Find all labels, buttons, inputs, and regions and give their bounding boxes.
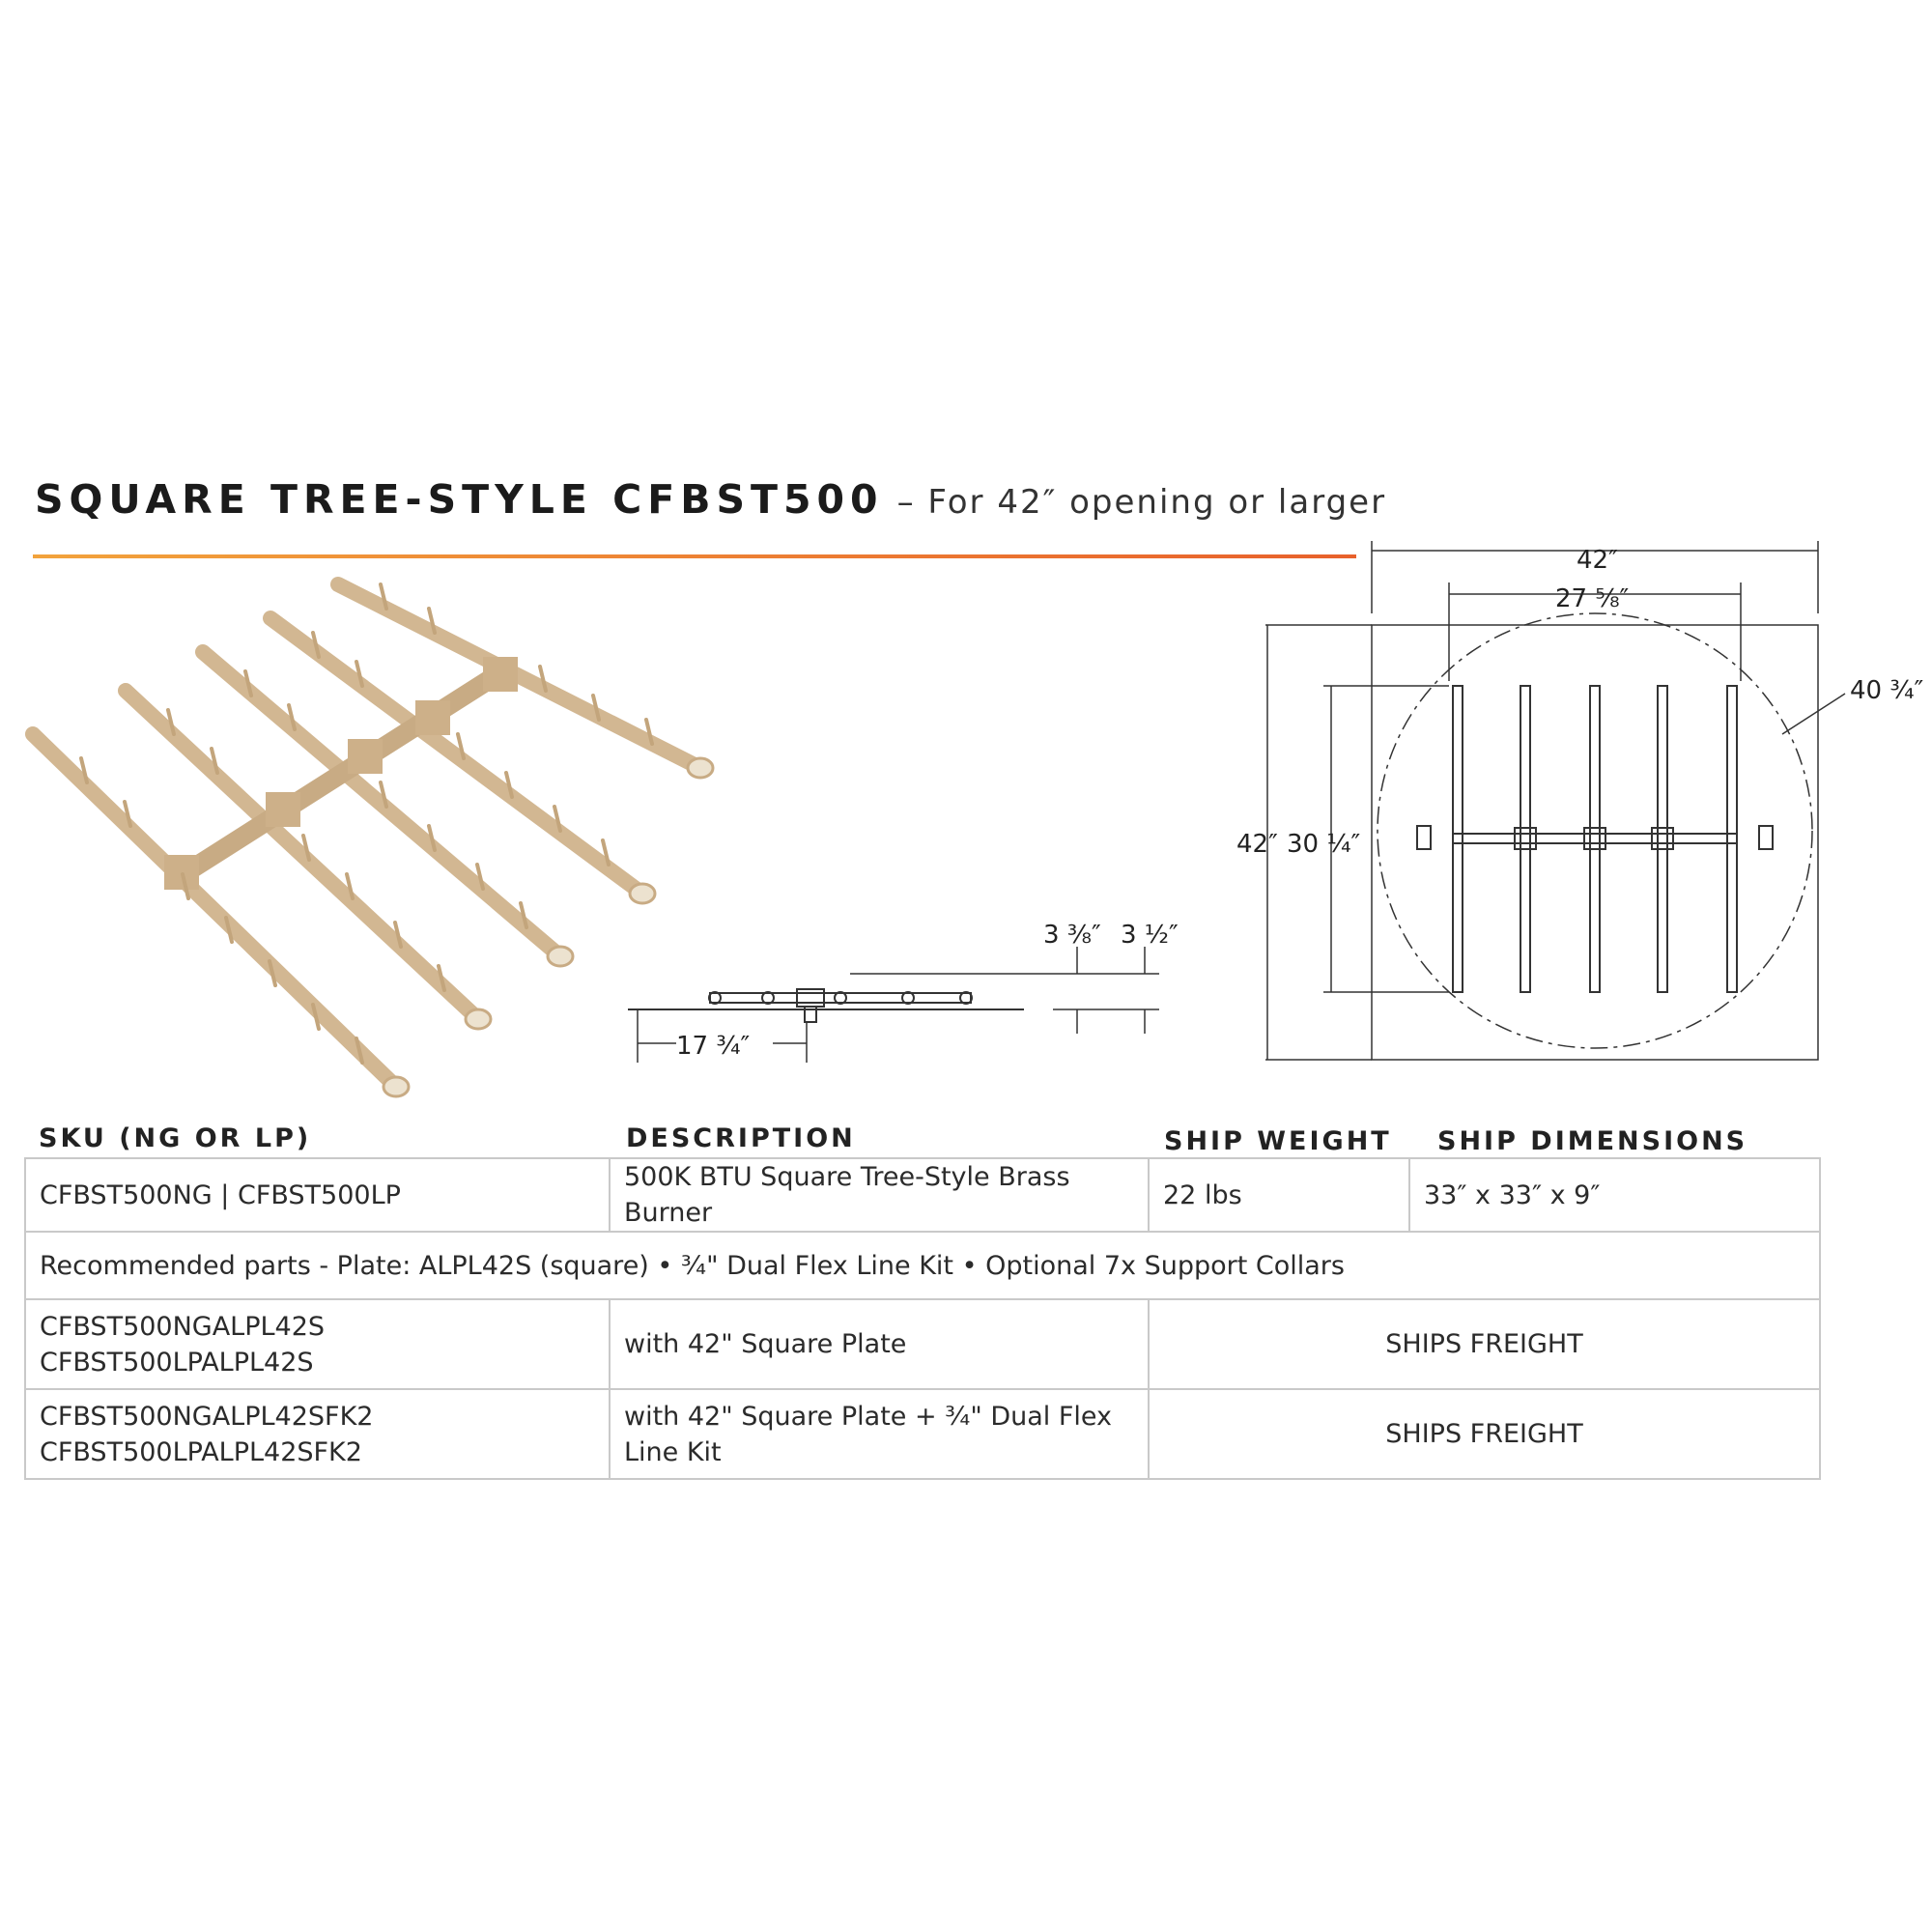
cell-dimensions: 33″ x 33″ x 9″	[1409, 1158, 1820, 1232]
side-inner-height-label: 3 ⅜″	[1043, 921, 1101, 950]
sku-ng: CFBST500NGALPL42SFK2	[40, 1401, 374, 1432]
cell-shipping: SHIPS FREIGHT	[1149, 1389, 1820, 1479]
table-row	[25, 1299, 1820, 1389]
header-sku: SKU (NG OR LP)	[39, 1123, 312, 1153]
side-length-label: 17 ¾″	[676, 1032, 751, 1061]
top-view-frame	[1265, 541, 1845, 1060]
cell-shipping: SHIPS FREIGHT	[1149, 1299, 1820, 1389]
cell-description	[610, 1389, 1149, 1479]
burner-jets	[81, 584, 652, 1063]
description-line-2: Line Kit	[624, 1436, 722, 1467]
top-view-diagram	[1227, 536, 1932, 1077]
side-view-diagram	[618, 908, 1188, 1072]
cell-sku-pair	[25, 1299, 610, 1389]
table-row	[25, 1232, 1820, 1299]
page-title	[35, 476, 1386, 523]
sku-lp: CFBST500LPALPL42S	[40, 1347, 314, 1378]
top-inner-height-label: 30 ¼″	[1287, 830, 1361, 859]
header-ship-weight: SHIP WEIGHT	[1164, 1126, 1392, 1156]
header-ship-dimensions: SHIP DIMENSIONS	[1437, 1126, 1748, 1156]
cell-description: with 42" Square Plate	[610, 1299, 1149, 1389]
cell-weight: 22 lbs	[1149, 1158, 1409, 1232]
top-width-label: 42″	[1577, 546, 1618, 575]
side-view-burner	[628, 989, 1024, 1022]
product-subtitle: – For 42″ opening or larger	[896, 483, 1387, 522]
accent-divider	[33, 554, 1356, 558]
burner-spine	[184, 671, 502, 874]
cell-sku-pair	[25, 1389, 610, 1479]
cell-sku: CFBST500NG | CFBST500LP	[25, 1158, 610, 1232]
spec-table	[24, 1157, 1821, 1480]
top-diameter-label: 40 ¾″	[1850, 676, 1924, 705]
burner-photo	[19, 565, 715, 1106]
top-view-burner	[1417, 686, 1773, 992]
top-inner-width-label: 27 ⅝″	[1555, 584, 1630, 613]
description-line-1: with 42" Square Plate + ¾" Dual Flex	[624, 1401, 1113, 1432]
table-row	[25, 1389, 1820, 1479]
recommended-parts: Recommended parts - Plate: ALPL42S (square) • ¾" Dual Flex Line Kit • Optional 7x Support Collars	[25, 1232, 1820, 1299]
cell-description: 500K BTU Square Tree-Style Brass Burner	[610, 1158, 1149, 1232]
sku-lp: CFBST500LPALPL42SFK2	[40, 1436, 362, 1467]
side-outer-height-label: 3 ½″	[1121, 921, 1179, 950]
top-height-label: 42″	[1236, 830, 1278, 859]
header-description: DESCRIPTION	[626, 1123, 856, 1153]
table-row	[25, 1158, 1820, 1232]
sku-ng: CFBST500NGALPL42S	[40, 1311, 326, 1342]
product-title: SQUARE TREE-STYLE CFBST500	[35, 476, 884, 523]
burner-branches	[33, 584, 700, 1087]
